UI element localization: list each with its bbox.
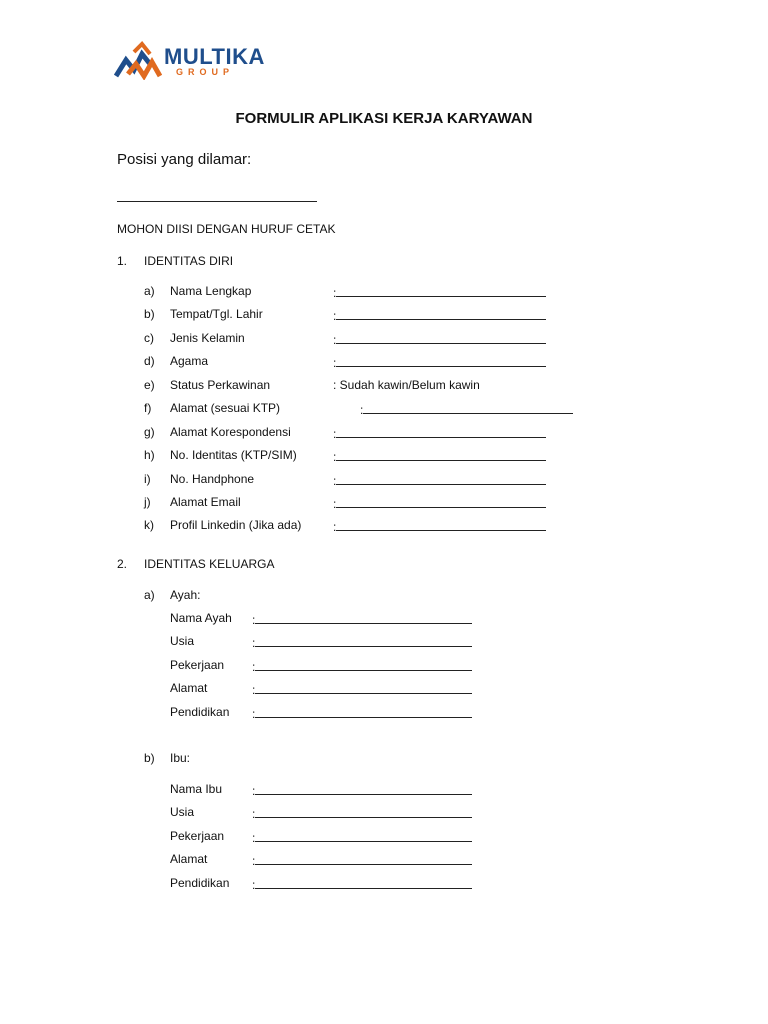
row-letter: i)	[144, 472, 151, 486]
row-input[interactable]	[333, 425, 546, 441]
logo-wordmark: MULTIKA	[164, 44, 265, 69]
row-label: Alamat (sesuai KTP)	[170, 401, 281, 415]
colon: :	[252, 636, 256, 650]
position-label: Posisi yang dilamar:	[117, 151, 252, 168]
colon: :	[252, 854, 256, 868]
parent-field-input[interactable]	[252, 782, 472, 798]
section-1-title: IDENTITAS DIRI	[144, 254, 234, 268]
row-letter: h)	[144, 448, 155, 462]
row-label: Tempat/Tgl. Lahir	[170, 307, 263, 321]
mother-heading: Ibu:	[170, 751, 191, 765]
parent-field-label: Alamat	[170, 681, 208, 695]
row-input[interactable]	[333, 284, 546, 300]
fill-line[interactable]	[255, 829, 472, 842]
parent-field-input[interactable]	[252, 805, 472, 821]
parent-field-input[interactable]	[252, 876, 472, 892]
colon: :	[333, 309, 337, 323]
row-letter: d)	[144, 354, 155, 368]
parent-field-label: Pendidikan	[170, 876, 230, 890]
colon: :	[333, 333, 337, 347]
colon: :	[252, 807, 256, 821]
row-input[interactable]	[333, 448, 546, 464]
colon: :	[333, 356, 337, 370]
row-input[interactable]	[333, 307, 546, 323]
fill-line[interactable]	[255, 658, 472, 671]
row-input[interactable]	[333, 518, 546, 534]
row-label: Agama	[170, 354, 209, 368]
father-heading: Ayah:	[170, 588, 201, 602]
fill-line[interactable]	[255, 611, 472, 624]
colon: :	[333, 497, 337, 511]
row-letter: j)	[144, 495, 151, 509]
row-input[interactable]	[333, 331, 546, 347]
section-2-title: IDENTITAS KELUARGA	[144, 557, 275, 571]
fill-line[interactable]	[255, 705, 472, 718]
row-label: Nama Lengkap	[170, 284, 252, 298]
section-1-number: 1.	[117, 254, 128, 268]
parent-field-input[interactable]	[252, 852, 472, 868]
row-input[interactable]	[360, 401, 573, 417]
parent-field-label: Nama Ayah	[170, 611, 232, 625]
fill-line[interactable]	[336, 331, 546, 344]
row-label: Profil Linkedin (Jika ada)	[170, 518, 302, 532]
section-2-number: 2.	[117, 557, 128, 571]
parent-field-label: Alamat	[170, 852, 208, 866]
row-input[interactable]	[333, 472, 546, 488]
row-letter: f)	[144, 401, 152, 415]
row-letter: e)	[144, 378, 155, 392]
colon: :	[252, 660, 256, 674]
parent-field-label: Nama Ibu	[170, 782, 223, 796]
row-label: Alamat Korespondensi	[170, 425, 291, 439]
colon: :	[252, 707, 256, 721]
colon: :	[333, 286, 337, 300]
colon: :	[333, 474, 337, 488]
fill-line[interactable]	[336, 495, 546, 508]
colon: :	[333, 520, 337, 534]
fill-line[interactable]	[336, 284, 546, 297]
fill-line[interactable]	[255, 876, 472, 889]
row-label: Alamat Email	[170, 495, 241, 509]
fill-line[interactable]	[255, 852, 472, 865]
colon: :	[252, 831, 256, 845]
fill-line[interactable]	[255, 681, 472, 694]
parent-field-input[interactable]	[252, 705, 472, 721]
parent-field-label: Usia	[170, 805, 195, 819]
colon: :	[252, 878, 256, 892]
row-label: No. Handphone	[170, 472, 255, 486]
parent-field-input[interactable]	[252, 611, 472, 627]
fill-line[interactable]	[336, 518, 546, 531]
row-letter: c)	[144, 331, 154, 345]
row-label: Status Perkawinan	[170, 378, 271, 392]
row-input[interactable]	[333, 495, 546, 511]
parent-field-label: Pendidikan	[170, 705, 230, 719]
fill-line[interactable]	[255, 634, 472, 647]
company-logo	[114, 40, 265, 82]
row-input[interactable]	[333, 354, 546, 370]
father-letter: a)	[144, 588, 155, 602]
parent-field-label: Usia	[170, 634, 195, 648]
row-letter: a)	[144, 284, 155, 298]
parent-field-input[interactable]	[252, 658, 472, 674]
colon: :	[333, 427, 337, 441]
fill-line[interactable]	[336, 472, 546, 485]
fill-line[interactable]	[255, 782, 472, 795]
position-input-line[interactable]	[117, 201, 317, 202]
fill-line[interactable]	[336, 425, 546, 438]
multika-logo-icon	[114, 40, 162, 80]
fill-line[interactable]	[363, 401, 573, 414]
fill-line[interactable]	[336, 354, 546, 367]
form-title: FORMULIR APLIKASI KERJA KARYAWAN	[235, 110, 533, 127]
fill-line[interactable]	[336, 448, 546, 461]
row-letter: g)	[144, 425, 155, 439]
fill-line[interactable]	[336, 307, 546, 320]
parent-field-input[interactable]	[252, 634, 472, 650]
instruction-text: MOHON DIISI DENGAN HURUF CETAK	[117, 222, 336, 236]
parent-field-label: Pekerjaan	[170, 829, 225, 843]
colon: :	[360, 403, 364, 417]
colon: :	[252, 683, 256, 697]
row-letter: b)	[144, 307, 155, 321]
colon: :	[252, 784, 256, 798]
row-label: Jenis Kelamin	[170, 331, 245, 345]
parent-field-label: Pekerjaan	[170, 658, 225, 672]
parent-field-input[interactable]	[252, 829, 472, 845]
row-label: No. Identitas (KTP/SIM)	[170, 448, 297, 462]
row-letter: k)	[144, 518, 154, 532]
parent-field-input[interactable]	[252, 681, 472, 697]
colon: :	[252, 613, 256, 627]
row-value: : Sudah kawin/Belum kawin	[333, 378, 480, 392]
mother-letter: b)	[144, 751, 155, 765]
colon: :	[333, 450, 337, 464]
fill-line[interactable]	[255, 805, 472, 818]
logo-subtitle: GROUP	[176, 67, 235, 77]
